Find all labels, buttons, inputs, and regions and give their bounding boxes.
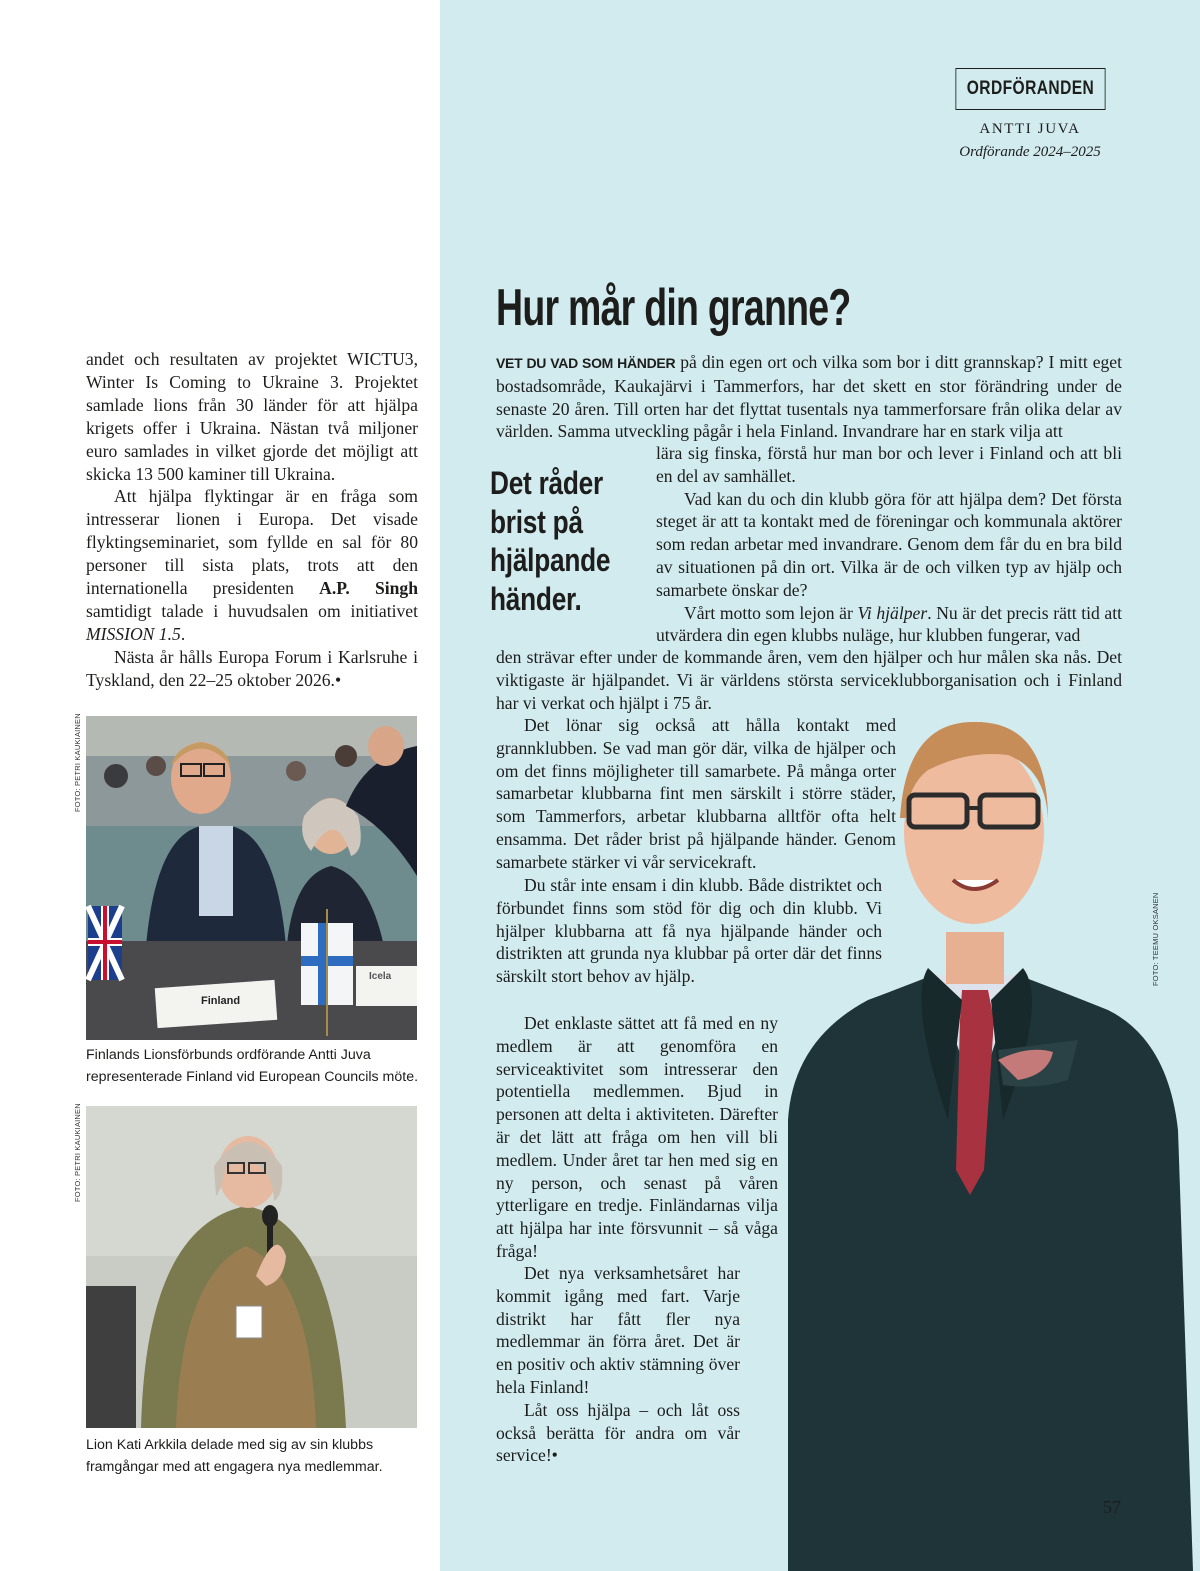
- photo-2-credit: FOTO: PETRI KAUKIAINEN: [73, 1103, 82, 1202]
- page-number: 57: [1103, 1497, 1121, 1517]
- author-role: Ordförande 2024–2025: [959, 144, 1101, 160]
- paragraph-3-rest: den strävar efter under de kommande åren, vem den hjälper och hur målen ska nås. Det viktigaste är hjälpandet. Vi är världens största serviceklubborganisation och i Finland har vi verkat och hjälpt i 75 år.: [496, 647, 1122, 713]
- paragraph-6: Det enklaste sättet att få med en ny medlem är att genomföra en serviceaktivitet som intresserar den potentiella medlemmen. Bjud in personen att delta i aktiviteten. Därefter är det lätt att fråga om hen vill bli medlem. Under året tar hen med sig en ny person, och senast på våren ytterligare en tredje. Finländarnas vilja att hjälpa har inte försvunnit – så våga fråga!: [496, 1013, 778, 1261]
- photo-2-caption: Lion Kati Arkkila delade med sig av sin klubbs framgångar med att engagera nya medlemmar.: [86, 1437, 383, 1475]
- paragraph-7: Det nya verksamhetsåret har kommit igång med fart. Varje distrikt har fått fler nya medlemmar än förra året. Det är en positiv och aktiv stämning över hela Finland!: [496, 1263, 740, 1397]
- meeting-photo: [86, 716, 417, 1040]
- paragraph-1-wrap: lära sig finska, förstå hur man bor och lever i Finland och att bli en del av samhället.: [656, 443, 1122, 486]
- pullquote-line: Det råder: [490, 465, 604, 501]
- left-paragraph-1: andet och resultaten av projektet WICTU3, Winter Is Coming to Ukraine 3. Projektet samlade lions från 30 länder för att hjälpa krigets offer i Ukraina. Nästan två miljoner euro samlades in vilket gjorde det möjligt att skicka 13 500 kaminer till Ukraina.: [86, 349, 418, 484]
- pullquote-line: brist på: [490, 503, 583, 540]
- article-col-a: [496, 714, 896, 874]
- motto: Vi hjälper: [857, 602, 928, 623]
- paragraph-1-text: på din egen ort och vilka som bor i ditt grannskap? I mitt eget bostadsområde, Kaukajärvi i Tammerfors, har det skett en stor förändring under de senaste 20 åren. Till orten har det flyttat tusentals nya tammerforsare från olika delar av världen. Samma utveckling pågår i hela Finland. Invandrare har en stark vilja att: [496, 352, 1122, 442]
- meeting-photo-image: [86, 716, 417, 1040]
- paragraph-3-mid: . Nu är det precis rätt tid att utvärdera din egen klubbs nuläge, hur klubben fungerar, vad: [656, 602, 1123, 646]
- article-col-d: [496, 1262, 740, 1467]
- paragraph-8: Låt oss hjälpa – och låt oss också berätta för andra om vår service!•: [496, 1399, 740, 1466]
- lead-in: VET DU VAD SOM HÄNDER: [496, 355, 676, 371]
- article-col-c: [496, 1012, 778, 1263]
- left-paragraph-2-mid: samtidigt talade i huvudsalen om initiativet: [86, 600, 418, 621]
- article-intro: [496, 351, 1122, 443]
- photo-1-credit: FOTO: PETRI KAUKIAINEN: [73, 713, 82, 812]
- article-col-b: [496, 874, 882, 988]
- article-beside-quote: [656, 442, 1122, 647]
- left-paragraph-2-end: .: [180, 623, 186, 644]
- left-column-text: [86, 348, 418, 692]
- initiative-name: MISSION 1.5: [86, 623, 181, 644]
- left-paragraph-2-start: Att hjälpa flyktingar är en fråga som intresserar lionen i Europa. Det visade flyktingseminariet, som fyllde en sal för 80 personer till sista plats, trots att den internationella presidenten: [86, 486, 418, 599]
- table-sign-iceland: Icela: [369, 971, 392, 982]
- paragraph-3-start: [656, 602, 1122, 648]
- pullquote-line: händer.: [490, 580, 582, 617]
- speaker-photo: [86, 1106, 417, 1428]
- pullquote: [490, 464, 613, 618]
- president-name: A.P. Singh: [319, 578, 418, 599]
- article-headline: Hur mår din granne?: [496, 279, 851, 337]
- left-paragraph-3: Nästa år hålls Europa Forum i Karlsruhe i Tyskland, den 22–25 oktober 2026.•: [86, 646, 418, 690]
- photo-1-caption: Finlands Lionsförbunds ordförande Antti Juva representerade Finland vid European Councils möte.: [86, 1047, 419, 1085]
- paragraph-4: Det lönar sig också att hålla kontakt med grannklubben. Se vad man gör där, vilka de hjälper och om det finns möjligheter till samarbete. På många orter samarbetar klubbarna fint men särskilt i större städer, som Tammerfors, arbetar klubbarna alltför ofta helt ensamma. Det råder brist på hjälpande händer. Genom samarbete stärker vi vår servicekraft.: [496, 715, 896, 872]
- paragraph-2: Vad kan du och din klubb göra för att hjälpa dem? Det första steget är att ta kontakt med de föreningar och kommunala aktörer som redan arbetar med invandrare. Genom dem får du en bra bild av situationen på din ort. Vilka är de och vilken typ av hjälp och samarbete önskar de?: [656, 488, 1122, 600]
- paragraph-5: Du står inte ensam i din klubb. Både distriktet och förbundet finns som stöd för dig och din klubb. Vi hjälper klubbarna att få nya hjälpande händer och distrikten att grunda nya klubbar på orter där det finns särskilt stort behov av hjälp.: [496, 875, 882, 987]
- paragraph-1: [496, 351, 1122, 443]
- paragraph-3-start-text: Vårt motto som lejon är: [684, 602, 858, 623]
- left-paragraph-2: [86, 485, 418, 645]
- speaker-photo-image: [86, 1106, 417, 1428]
- table-sign-finland: Finland: [201, 995, 241, 1007]
- author-name: ANTTI JUVA: [979, 121, 1081, 137]
- section-label: ORDFÖRANDEN: [955, 68, 1105, 110]
- pullquote-line: hjälpande: [490, 542, 611, 578]
- portrait-credit: FOTO: TEEMU OKSANEN: [1151, 892, 1160, 986]
